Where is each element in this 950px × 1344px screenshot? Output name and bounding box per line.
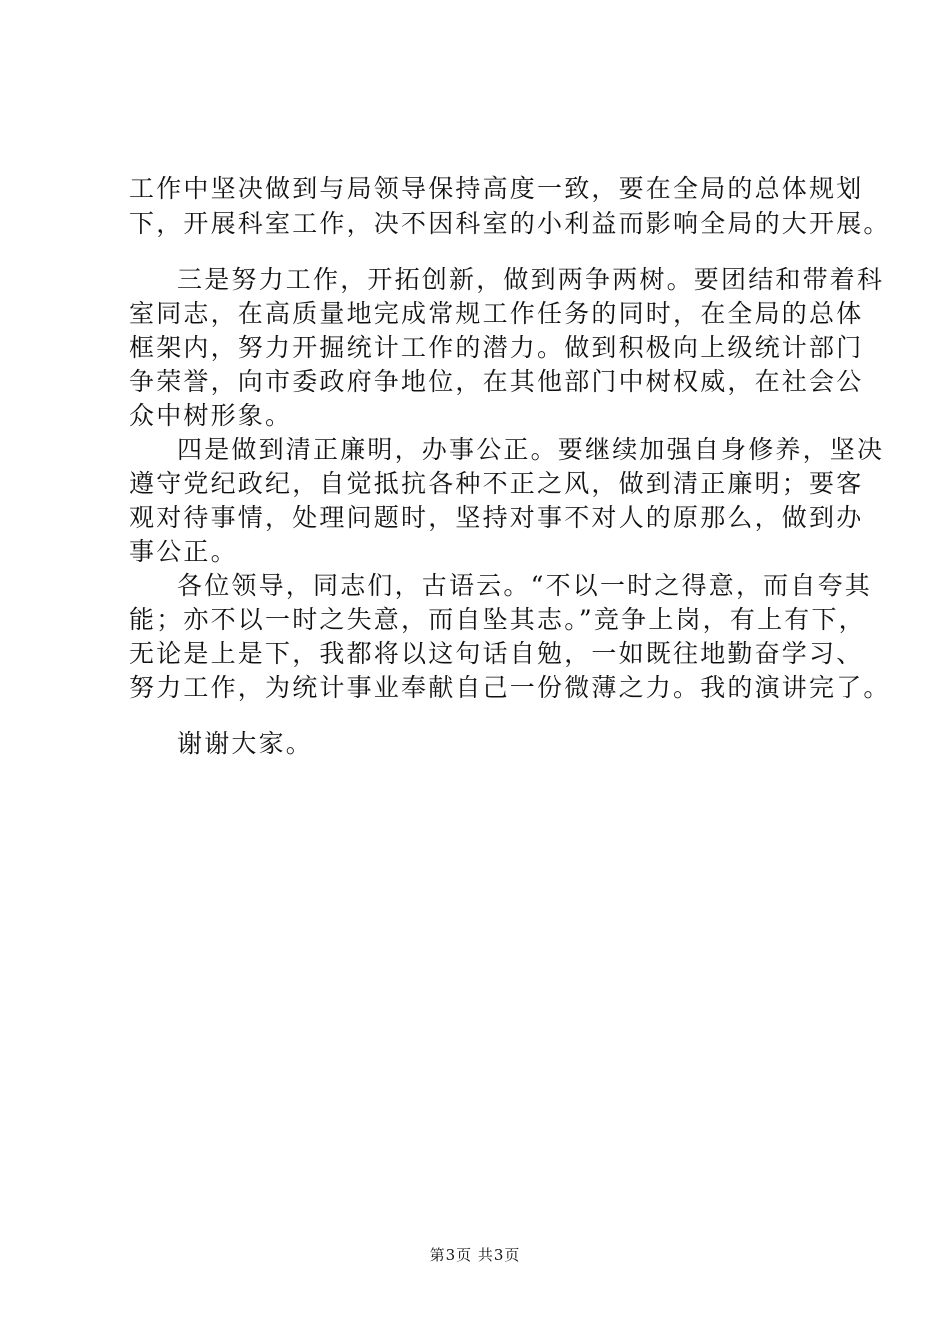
body-text-line: 室同志，在高质量地完成常规工作任务的同时，在全局的总体: [129, 299, 864, 328]
body-text-line: 三是努力工作，开拓创新，做到两争两树。要团结和带着科: [177, 265, 885, 294]
body-text-line: 事公正。: [129, 537, 238, 566]
body-text-line: 争荣誉，向市委政府争地位，在其他部门中树权威，在社会公: [129, 367, 864, 396]
body-text-line: 无论是上是下，我都将以这句话自勉，一如既往地勤奋学习、: [129, 639, 864, 668]
body-text-line: 工作中坚决做到与局领导保持高度一致，要在全局的总体规划: [129, 174, 864, 203]
closing-line: 谢谢大家。: [177, 729, 314, 758]
body-text-line: 遵守党纪政纪，自觉抵抗各种不正之风，做到清正廉明；要客: [129, 469, 864, 498]
body-text-line: 努力工作，为统计事业奉献自己一份微薄之力。我的演讲完了。: [129, 673, 891, 702]
body-text-line: 框架内，努力开掘统计工作的潜力。做到积极向上级统计部门: [129, 333, 864, 362]
body-text-line: 四是做到清正廉明，办事公正。要继续加强自身修养，坚决: [177, 435, 885, 464]
body-text-line: 观对待事情，处理问题时，坚持对事不对人的原那么，做到办: [129, 503, 864, 532]
body-text-line: 各位领导，同志们，古语云。“不以一时之得意，而自夸其: [177, 571, 872, 600]
page-number-footer: 第3页 共3页: [429, 1246, 521, 1264]
body-text-line: 下，开展科室工作，决不因科室的小利益而影响全局的大开展。: [129, 209, 891, 238]
body-text-line: 能；亦不以一时之失意，而自坠其志。”竞争上岗，有上有下，: [129, 605, 866, 634]
body-text-line: 众中树形象。: [129, 401, 293, 430]
